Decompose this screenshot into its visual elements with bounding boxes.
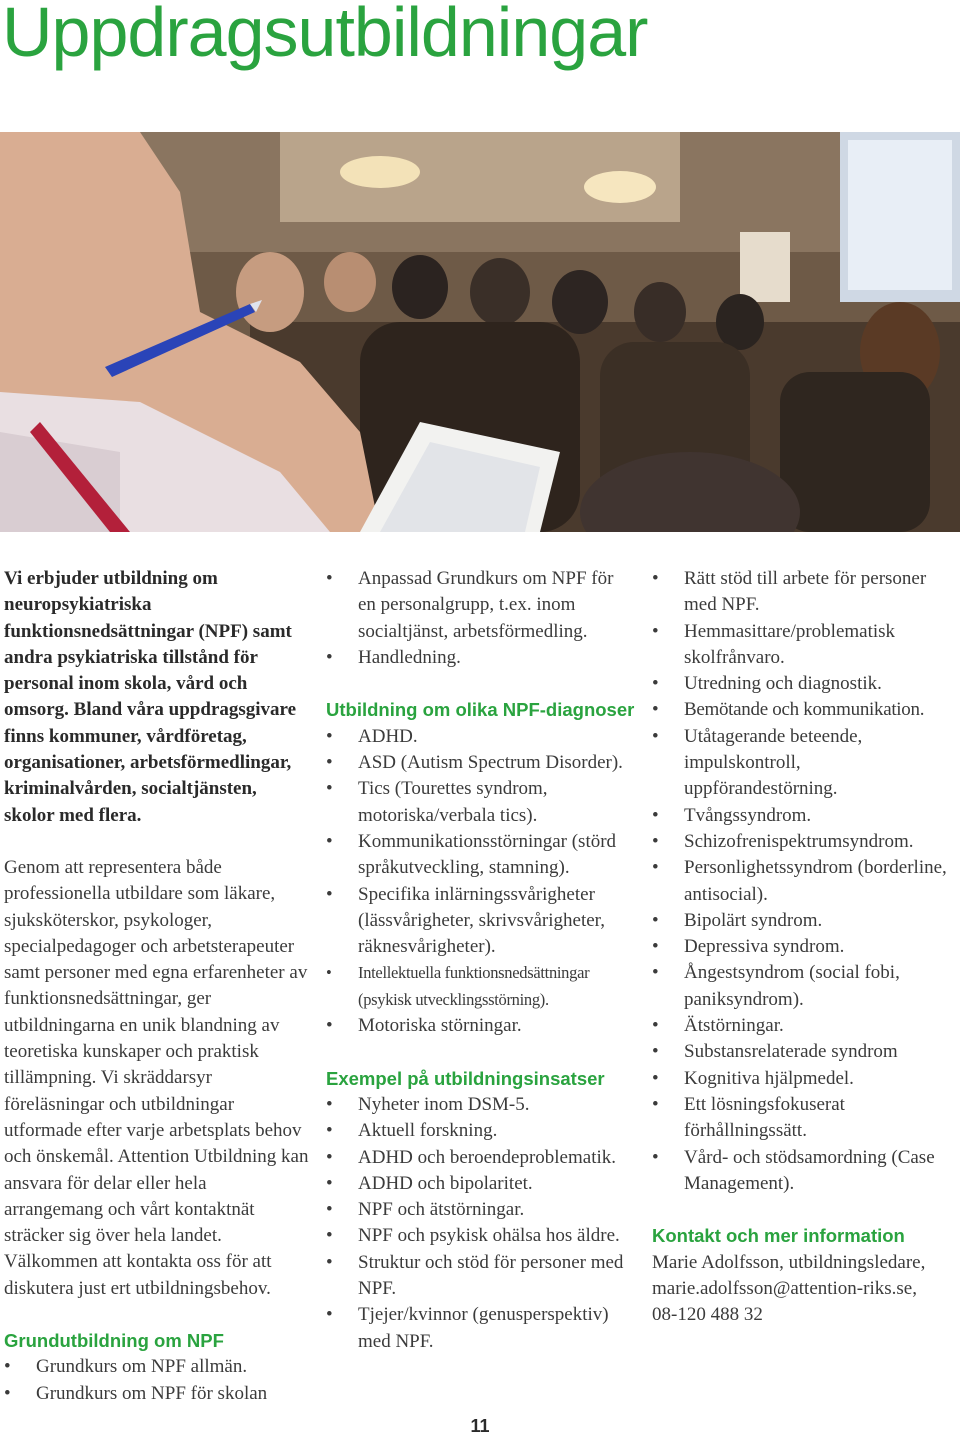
list-item: • Handledning. <box>326 645 636 671</box>
list-item: • Specifika inlärningssvårigheter (lässvårigheter, skrivsvårigheter, räknesvårigheter). <box>326 882 636 961</box>
section-heading-grundutbildning: Grundutbildning om NPF <box>4 1330 224 1352</box>
section-heading-diagnoser: Utbildning om olika NPF-diagnoser <box>326 699 635 721</box>
list-item: • Ätstörningar. <box>652 1013 957 1039</box>
grundutbildning-list-cont <box>326 566 636 671</box>
list-item: • ADHD. <box>326 724 636 750</box>
list-item: • Kognitiva hjälpmedel. <box>652 1066 957 1092</box>
list-item: • Grundkurs om NPF för skolan <box>4 1381 309 1407</box>
list-item: • Rätt stöd till arbete för personer med NPF. <box>652 566 957 619</box>
list-item: • Bipolärt syndrom. <box>652 908 957 934</box>
list-item: • Substansrelaterade syndrom <box>652 1039 957 1065</box>
contact-phone: 08-120 488 32 <box>652 1304 763 1326</box>
list-item: • Grundkurs om NPF allmän. <box>4 1354 309 1380</box>
list-item: • Tics (Tourettes syndrom, motoriska/verbala tics). <box>326 776 636 829</box>
list-item: • Kommunikationsstörningar (störd språkutveckling, stamning). <box>326 829 636 882</box>
diagnoser-list <box>326 724 636 1040</box>
list-item: • Utredning och diagnostik. <box>652 671 957 697</box>
list-item: • Depressiva syndrom. <box>652 934 957 960</box>
list-item: • Schizofrenispektrumsyndrom. <box>652 829 957 855</box>
list-item: • Ett lösningsfokuserat förhållningssätt. <box>652 1092 957 1145</box>
list-item: • Anpassad Grundkurs om NPF för en personalgrupp, t.ex. inom socialtjänst, arbetsförmedling. <box>326 566 636 645</box>
section-heading-kontakt: Kontakt och mer information <box>652 1225 905 1247</box>
list-item: • ASD (Autism Spectrum Disorder). <box>326 750 636 776</box>
section-heading-exempel: Exempel på utbildningsinsatser <box>326 1067 605 1089</box>
page-number: 11 <box>470 1416 490 1436</box>
list-item: • Hemmasittare/problematisk skolfrånvaro. <box>652 619 957 672</box>
list-item: • Vård- och stödsamordning (Case Management). <box>652 1145 957 1198</box>
column-1 <box>4 566 309 1407</box>
intro-body: Genom att representera både professionella utbildare som läkare, sjuksköterskor, psykologer, specialpedagoger och arbetsterapeuter samt personer med egna erfarenheter av funktionsnedsättningar, ger utbildningarna en unik blandning av teoretiska kunskaper och praktisk tillämpning. Vi skräddarsyr föreläsningar och utbildningar utformade efter varje arbetsplats behov och önskemål. Attention Utbildning kan ansvara för delar eller hela arrangemang och vårt kontaktnät sträcker sig över hela landet. Välkommen att kontakta oss för att diskutera just ert utbildningsbehov. <box>4 856 309 1299</box>
column-2 <box>326 566 636 1355</box>
list-item: • NPF och ätstörningar. <box>326 1197 636 1223</box>
exempel-list-cont <box>652 566 957 1197</box>
contact-name: Marie Adolfsson, utbildningsledare, <box>652 1251 926 1273</box>
exempel-list <box>326 1092 636 1355</box>
contact-email[interactable]: marie.adolfsson@attention-riks.se, <box>652 1278 917 1300</box>
list-item: • Personlighetssyndrom (borderline, antisocial). <box>652 855 957 908</box>
list-item: • Tvångssyndrom. <box>652 803 957 829</box>
list-item: • ADHD och bipolaritet. <box>326 1171 636 1197</box>
list-item: • Ångestsyndrom (social fobi, paniksyndrom). <box>652 960 957 1013</box>
list-item: • Tjejer/kvinnor (genusperspektiv) med NPF. <box>326 1302 636 1355</box>
list-item: • Bemötande och kommunikation. <box>652 697 957 723</box>
list-item: • Aktuell forskning. <box>326 1118 636 1144</box>
list-item: • NPF och psykisk ohälsa hos äldre. <box>326 1223 636 1249</box>
grundutbildning-list <box>4 1354 309 1407</box>
conference-photo <box>0 132 960 532</box>
list-item: • Intellektuella funktionsnedsättningar (psykisk utvecklingsstörning). <box>326 960 636 1013</box>
list-item: • ADHD och beroendeproblematik. <box>326 1145 636 1171</box>
list-item: • Nyheter inom DSM-5. <box>326 1092 636 1118</box>
list-item: • Motoriska störningar. <box>326 1013 636 1039</box>
list-item: • Utåtagerande beteende, impulskontroll, uppförandestörning. <box>652 724 957 803</box>
page-title: Uppdragsutbildningar <box>2 0 648 71</box>
column-3 <box>652 566 957 1329</box>
list-item: • Struktur och stöd för personer med NPF. <box>326 1250 636 1303</box>
intro-lede: Vi erbjuder utbildning om neuropsykiatriska funktionsnedsättningar (NPF) samt andra psykiatriska tillstånd för personal inom skola, vård och omsorg. Bland våra uppdragsgivare finns kommuner, vårdföretag, organisationer, arbetsförmedlingar, kriminalvården, socialtjänsten, skolor med flera. <box>4 568 297 826</box>
